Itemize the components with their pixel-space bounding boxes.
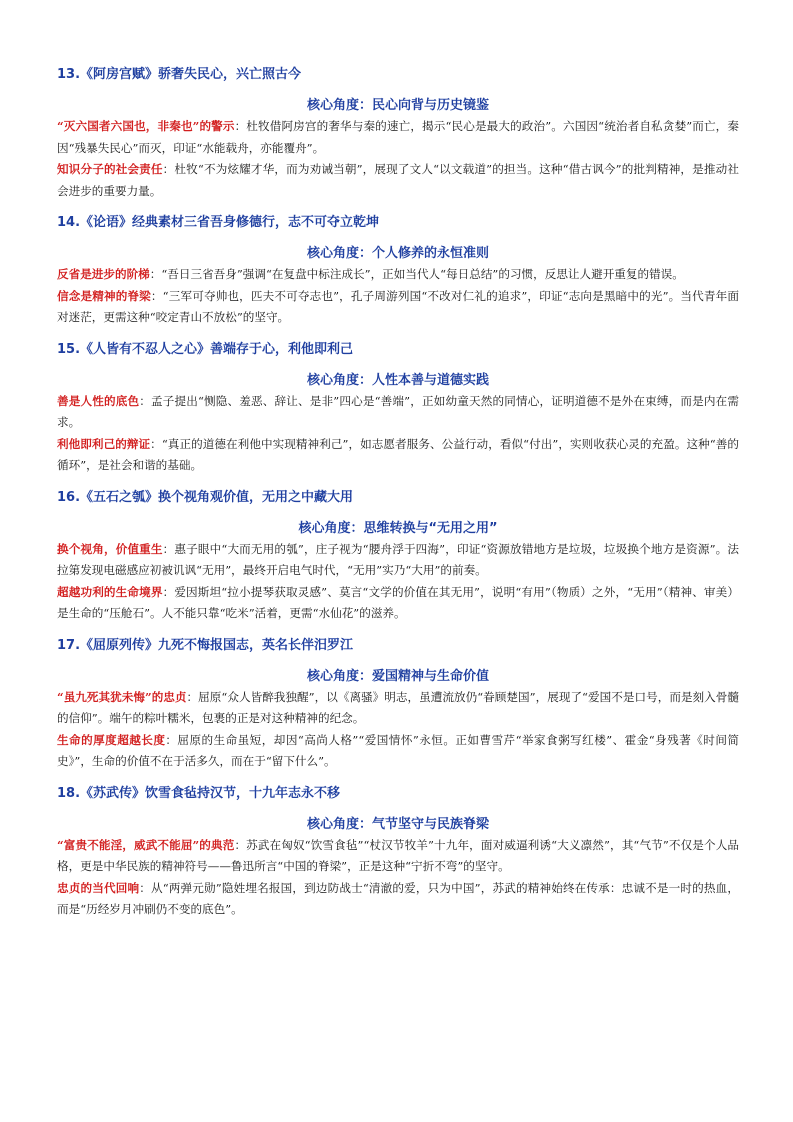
paragraph-lead: “富贵不能淫，威武不能屈”的典范	[57, 837, 235, 852]
paragraph-text: ：杜牧借阿房宫的奢华与秦的速亡，揭示“民心是最大的政治”。六国因“统治者自私贪婪”而亡，秦因“残暴失民心”而灭，印证“水能载舟，亦能覆舟”。	[57, 119, 739, 155]
paragraph-lead: 反省是进步的阶梯	[57, 267, 150, 281]
section-18	[57, 783, 739, 921]
paragraph	[57, 730, 739, 773]
section-15	[57, 339, 739, 487]
section-16	[57, 487, 739, 635]
core-angle-heading: 核心角度：民心向背与历史镜鉴	[306, 98, 489, 113]
paragraph-lead: 忠贞的当代回响	[57, 880, 140, 895]
paragraph-text: ：孟子提出“恻隐、羞恶、辞让、是非”四心是“善端”，正如幼童天然的同情心，证明道德不是外在束缚，而是内在需求。	[57, 393, 739, 429]
paragraph-text: ：“真正的道德在利他中实现精神利己”，如志愿者服务、公益行动，看似“付出”，实则收获心灵的充盈。这种“善的循环”，是社会和谐的基础。	[57, 436, 739, 472]
core-angle-heading: 核心角度：气节坚守与民族脊梁	[306, 816, 489, 832]
paragraph-text: ：惠子眼中“大而无用的瓠”，庄子视为“腰舟浮于四海”，印证“资源放错地方是垃圾，垃圾换个地方是资源”。法拉第发现电磁感应初被讥讽“无用”，最终开启电气时代，“无用”实乃“大用”的前奏。	[57, 541, 739, 577]
paragraph-text: ：“吾日三省吾身”强调“在复盘中标注成长”，正如当代人“每日总结”的习惯，反思让人避开重复的错误。	[149, 267, 684, 281]
paragraph	[57, 582, 739, 625]
paragraph-lead: “虽九死其犹未悔”的忠贞	[57, 689, 187, 704]
paragraph	[57, 391, 739, 434]
core-angle-heading: 核心角度：思维转换与“无用之用”	[298, 520, 498, 536]
core-angle-heading: 核心角度：爱国精神与生命价值	[306, 668, 489, 684]
paragraph	[57, 286, 739, 329]
section-title: 15.《人皆有不忍人之心》善端存于心，利他即利己	[57, 341, 354, 357]
paragraph-lead: 知识分子的社会责任	[57, 162, 163, 176]
paragraph	[57, 687, 739, 730]
paragraph-text: ：“三军可夺帅也，匹夫不可夺志也”，孔子周游列国“不改对仁礼的追求”，印证“志向是黑暗中的光”。当代青年面对迷茫，更需这种“咬定青山不放松”的坚守。	[57, 288, 739, 324]
paragraph	[57, 434, 739, 477]
paragraph-text: ：从“两弹元勋”隐姓埋名报国，到边防战士“清澈的爱，只为中国”，苏武的精神始终在传承：忠诚不是一时的热血，而是“历经岁月冲刷仍不变的底色”。	[57, 880, 739, 916]
section-14	[57, 212, 739, 339]
paragraph	[57, 159, 739, 202]
paragraph	[57, 116, 739, 159]
section-17	[57, 635, 739, 783]
paragraph-lead: 生命的厚度超越长度	[57, 732, 166, 747]
paragraph-text: ：屈原“众人皆醉我独醒”，以《离骚》明志，虽遭流放仍“眷顾楚国”，展现了“爱国不是口号，而是刻入骨髓的信仰”。端午的粽叶糯米，包裹的正是对这种精神的纪念。	[57, 689, 739, 725]
paragraph-text: ：苏武在匈奴“饮雪食毡”“杖汉节牧羊”十九年，面对威逼利诱“大义凛然”，其“气节”不仅是个人品格，更是中华民族的精神符号——鲁迅所言“中国的脊梁”，正是这种“宁折不弯”的坚守。	[57, 837, 740, 873]
section-title: 13.《阿房宫赋》骄奢失民心，兴亡照古今	[57, 67, 302, 82]
section-13	[57, 64, 739, 212]
section-title: 18.《苏武传》饮雪食毡持汉节，十九年志永不移	[57, 785, 341, 801]
paragraph-lead: 善是人性的底色	[57, 393, 140, 408]
paragraph	[57, 835, 739, 878]
paragraph-lead: “灭六国者六国也，非秦也”的警示	[57, 119, 235, 133]
section-title: 16.《五石之瓠》换个视角观价值，无用之中藏大用	[57, 489, 354, 505]
paragraph	[57, 264, 739, 286]
paragraph-lead: 换个视角，价值重生	[57, 541, 163, 556]
paragraph	[57, 539, 739, 582]
section-title: 17.《屈原列传》九死不悔报国志，英名长伴汨罗江	[57, 637, 354, 653]
paragraph-text: ：屈原的生命虽短，却因“高尚人格”“爱国情怀”永恒。正如曹雪芹“举家食粥写红楼”、霍金“身残著《时间简史》”，生命的价值不在于活多久，而在于“留下什么”。	[57, 732, 739, 768]
paragraph-text: ：爱因斯坦“拉小提琴获取灵感”、莫言“文学的价值在其无用”，说明“有用”（物质）之外，“无用”（精神、审美）是生命的“压舱石”。人不能只靠“吃米”活着，更需“水仙花”的滋养。	[57, 584, 739, 620]
section-title: 14.《论语》经典素材三省吾身修德行，志不可夺立乾坤	[57, 215, 380, 230]
paragraph-lead: 利他即利己的辩证	[57, 436, 151, 451]
paragraph-lead: 信念是精神的脊梁	[57, 288, 151, 303]
core-angle-heading: 核心角度：个人修养的永恒准则	[306, 246, 489, 261]
paragraph	[57, 878, 739, 921]
document-page	[57, 64, 739, 921]
paragraph-text: ：杜牧“不为炫耀才华，而为劝诫当朝”，展现了文人“以文载道”的担当。这种“借古讽今”的批判精神，是推动社会进步的重要力量。	[57, 162, 739, 198]
core-angle-heading: 核心角度：人性本善与道德实践	[306, 372, 489, 388]
paragraph-lead: 超越功利的生命境界	[57, 584, 163, 599]
